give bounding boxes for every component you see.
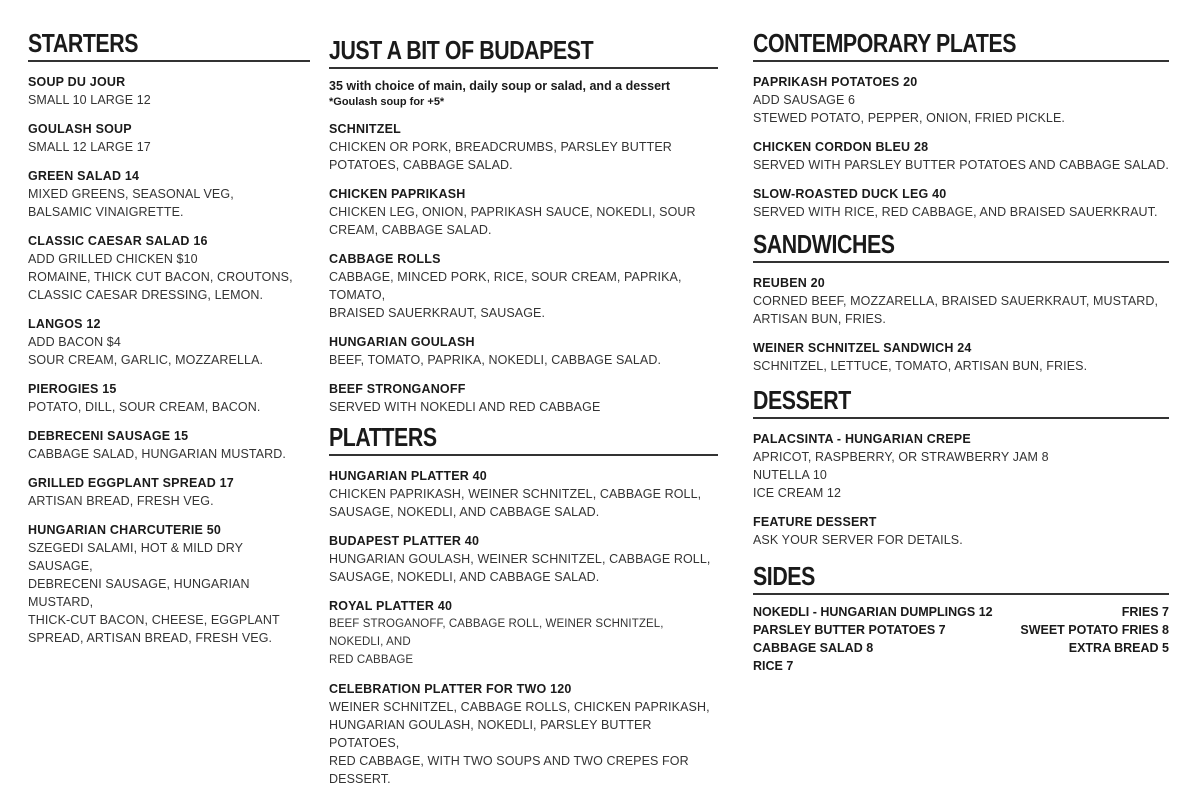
menu-item-name: REUBEN 20 [753, 276, 825, 290]
sandwiches-section [753, 229, 1169, 375]
menu-item-description: ARTISAN BREAD, FRESH VEG. [28, 494, 214, 508]
menu-item-name: CHICKEN CORDON BLEU 28 [753, 140, 929, 154]
dessert-section [753, 385, 1169, 549]
menu-item [329, 250, 718, 322]
menu-item [753, 185, 1169, 221]
menu-item-name: PALACSINTA - HUNGARIAN CREPE [753, 432, 971, 446]
menu-item-description: RED CABBAGE, WITH TWO SOUPS AND TWO CREPES FOR [329, 754, 689, 768]
section-divider [753, 593, 1169, 595]
menu-item [28, 427, 310, 463]
section-title: SIDES [753, 561, 815, 591]
menu-item-name: HUNGARIAN PLATTER 40 [329, 469, 487, 483]
menu-item-description: ADD GRILLED CHICKEN $10 [28, 252, 198, 266]
sides-row [753, 621, 1169, 639]
section-divider [753, 417, 1169, 419]
menu-item [28, 380, 310, 416]
menu-item [329, 467, 718, 521]
menu-item-description: ADD BACON $4 [28, 335, 121, 349]
section-divider [753, 60, 1169, 62]
side-item-left: RICE 7 [753, 659, 794, 673]
menu-item-description: SCHNITZEL, LETTUCE, TOMATO, ARTISAN BUN, FRIES. [753, 359, 1088, 373]
menu-item-description: SMALL 10 LARGE 12 [28, 93, 151, 107]
menu-item [28, 521, 310, 647]
sandwiches-items [753, 274, 1169, 375]
section-title: PLATTERS [329, 422, 437, 452]
menu-item-description: THICK-CUT BACON, CHEESE, EGGPLANT [28, 613, 280, 627]
sides-row [753, 657, 1169, 675]
menu-item-description: SAUSAGE, NOKEDLI, AND CABBAGE SALAD. [329, 505, 600, 519]
section-divider [753, 261, 1169, 263]
menu-item-description: SZEGEDI SALAMI, HOT & MILD DRY SAUSAGE, [28, 541, 243, 573]
menu-item-name: SLOW-ROASTED DUCK LEG 40 [753, 187, 947, 201]
menu-item-description: BEEF STROGANOFF, CABBAGE ROLL, WEINER SCHNITZEL, NOKEDLI, AND [329, 618, 664, 648]
menu-item-description: SOUR CREAM, GARLIC, MOZZARELLA. [28, 353, 264, 367]
budapest-items [329, 120, 718, 416]
menu-item [753, 274, 1169, 328]
menu-item-description: CREAM, CABBAGE SALAD. [329, 223, 492, 237]
menu-item-description: ASK YOUR SERVER FOR DETAILS. [753, 533, 963, 547]
menu-item-description: ROMAINE, THICK CUT BACON, CROUTONS, [28, 270, 293, 284]
menu-item [28, 73, 310, 109]
menu-item-description: BRAISED SAUERKRAUT, SAUSAGE. [329, 306, 546, 320]
section-divider [28, 60, 310, 62]
menu-item-description: HUNGARIAN GOULASH, NOKEDLI, PARSLEY BUTTER POTATOES, [329, 718, 652, 750]
menu-item [753, 339, 1169, 375]
menu-item-name: WEINER SCHNITZEL SANDWICH 24 [753, 341, 972, 355]
menu-item [28, 120, 310, 156]
section-divider [329, 454, 718, 456]
budapest-section [329, 35, 718, 416]
menu-item-description: ICE CREAM 12 [753, 486, 842, 500]
contemporary-section [753, 28, 1169, 221]
menu-item-description: SPREAD, ARTISAN BREAD, FRESH VEG. [28, 631, 273, 645]
menu-item-description: HUNGARIAN GOULASH, WEINER SCHNITZEL, CABBAGE ROLL, [329, 552, 711, 566]
menu-item-name: PIEROGIES 15 [28, 382, 117, 396]
menu-item [753, 513, 1169, 549]
menu-item [28, 474, 310, 510]
menu-item-description: SERVED WITH PARSLEY BUTTER POTATOES AND CABBAGE SALAD. [753, 158, 1169, 172]
menu-item-name: CHICKEN PAPRIKASH [329, 187, 466, 201]
set-menu-note: *Goulash soup for +5* [329, 96, 445, 108]
section-title: SANDWICHES [753, 229, 895, 259]
menu-item-description: ARTISAN BUN, FRIES. [753, 312, 886, 326]
menu-item [329, 680, 718, 788]
menu-item [329, 532, 718, 586]
side-item-right: FRIES 7 [1121, 605, 1169, 619]
menu-item [28, 232, 310, 304]
menu-item-name: HUNGARIAN CHARCUTERIE 50 [28, 523, 222, 537]
menu-item-name: DEBRECENI SAUSAGE 15 [28, 429, 189, 443]
sides-row [753, 603, 1169, 621]
menu-item-description: BALSAMIC VINAIGRETTE. [28, 205, 184, 219]
menu-item-name: SOUP DU JOUR [28, 75, 126, 89]
side-item-right: SWEET POTATO FRIES 8 [1020, 623, 1169, 637]
menu-item-description: NUTELLA 10 [753, 468, 827, 482]
contemporary-items [753, 73, 1169, 221]
section-title: STARTERS [28, 28, 139, 58]
menu-item-description: CHICKEN LEG, ONION, PAPRIKASH SAUCE, NOKEDLI, SOUR [329, 205, 696, 219]
menu-item-description: APRICOT, RASPBERRY, OR STRAWBERRY JAM 8 [753, 450, 1049, 464]
menu-item-description: CLASSIC CAESAR DRESSING, LEMON. [28, 288, 264, 302]
menu-item-name: HUNGARIAN GOULASH [329, 335, 475, 349]
menu-item [28, 315, 310, 369]
menu-item-description: WEINER SCHNITZEL, CABBAGE ROLLS, CHICKEN PAPRIKASH, [329, 700, 710, 714]
menu-item-name: GREEN SALAD 14 [28, 169, 140, 183]
column-middle [329, 0, 718, 788]
menu-item [329, 597, 718, 669]
menu-item-description: MIXED GREENS, SEASONAL VEG, [28, 187, 234, 201]
menu-item-description: SMALL 12 LARGE 17 [28, 140, 151, 154]
menu-item-name: CELEBRATION PLATTER FOR TWO 120 [329, 682, 572, 696]
sides-list [753, 603, 1169, 675]
menu-item-description: POTATO, DILL, SOUR CREAM, BACON. [28, 400, 261, 414]
section-title: DESSERT [753, 385, 851, 415]
menu-item-description: SAUSAGE, NOKEDLI, AND CABBAGE SALAD. [329, 570, 600, 584]
menu-item-description: SERVED WITH RICE, RED CABBAGE, AND BRAISED SAUERKRAUT. [753, 205, 1158, 219]
sides-section [753, 561, 1169, 675]
menu-item-description: ADD SAUSAGE 6 [753, 93, 856, 107]
menu-item-name: GOULASH SOUP [28, 122, 132, 136]
section-divider [329, 67, 718, 69]
side-item-left: CABBAGE SALAD 8 [753, 641, 874, 655]
menu-item-description: RED CABBAGE [329, 654, 414, 666]
menu-item-name: BUDAPEST PLATTER 40 [329, 534, 480, 548]
menu-item-description: BEEF, TOMATO, PAPRIKA, NOKEDLI, CABBAGE SALAD. [329, 353, 662, 367]
menu-item [753, 430, 1169, 502]
menu-item [753, 73, 1169, 127]
menu-item [28, 167, 310, 221]
menu-item-description: DESSERT. [329, 772, 391, 786]
platters-section [329, 422, 718, 788]
side-item-right: EXTRA BREAD 5 [1068, 641, 1169, 655]
menu-item [329, 185, 718, 239]
menu-item-name: ROYAL PLATTER 40 [329, 599, 453, 613]
menu-item-description: CHICKEN OR PORK, BREADCRUMBS, PARSLEY BUTTER [329, 140, 672, 154]
set-menu-intro: 35 with choice of main, daily soup or salad, and a dessert [329, 79, 671, 93]
menu-item-name: GRILLED EGGPLANT SPREAD 17 [28, 476, 234, 490]
menu-item-description: CABBAGE, MINCED PORK, RICE, SOUR CREAM, PAPRIKA, TOMATO, [329, 270, 682, 302]
sides-row [753, 639, 1169, 657]
menu-item [329, 120, 718, 174]
menu-item-description: CORNED BEEF, MOZZARELLA, BRAISED SAUERKRAUT, MUSTARD, [753, 294, 1159, 308]
menu-item-description: CHICKEN PAPRIKASH, WEINER SCHNITZEL, CABBAGE ROLL, [329, 487, 702, 501]
menu-item-name: SCHNITZEL [329, 122, 401, 136]
menu-item [753, 138, 1169, 174]
section-title: JUST A BIT OF BUDAPEST [329, 35, 594, 65]
starters-items [28, 73, 310, 647]
column-left [28, 0, 310, 647]
menu-item-name: CLASSIC CAESAR SALAD 16 [28, 234, 208, 248]
side-item-left: PARSLEY BUTTER POTATOES 7 [753, 623, 946, 637]
menu-item-name: FEATURE DESSERT [753, 515, 877, 529]
column-right [753, 0, 1169, 675]
dessert-items [753, 430, 1169, 549]
menu-item-description: CABBAGE SALAD, HUNGARIAN MUSTARD. [28, 447, 286, 461]
menu-item-name: BEEF STRONGANOFF [329, 382, 466, 396]
menu-item-name: CABBAGE ROLLS [329, 252, 441, 266]
menu-item-name: PAPRIKASH POTATOES 20 [753, 75, 918, 89]
starters-section [28, 28, 310, 647]
menu-item-description: SERVED WITH NOKEDLI AND RED CABBAGE [329, 400, 601, 414]
menu-item-description: DEBRECENI SAUSAGE, HUNGARIAN MUSTARD, [28, 577, 250, 609]
side-item-left: NOKEDLI - HUNGARIAN DUMPLINGS 12 [753, 605, 993, 619]
menu-item [329, 380, 718, 416]
platters-items [329, 467, 718, 788]
section-title: CONTEMPORARY PLATES [753, 28, 1017, 58]
menu-item-description: STEWED POTATO, PEPPER, ONION, FRIED PICKLE. [753, 111, 1065, 125]
menu-item [329, 333, 718, 369]
menu-item-description: POTATOES, CABBAGE SALAD. [329, 158, 513, 172]
menu-item-name: LANGOS 12 [28, 317, 101, 331]
